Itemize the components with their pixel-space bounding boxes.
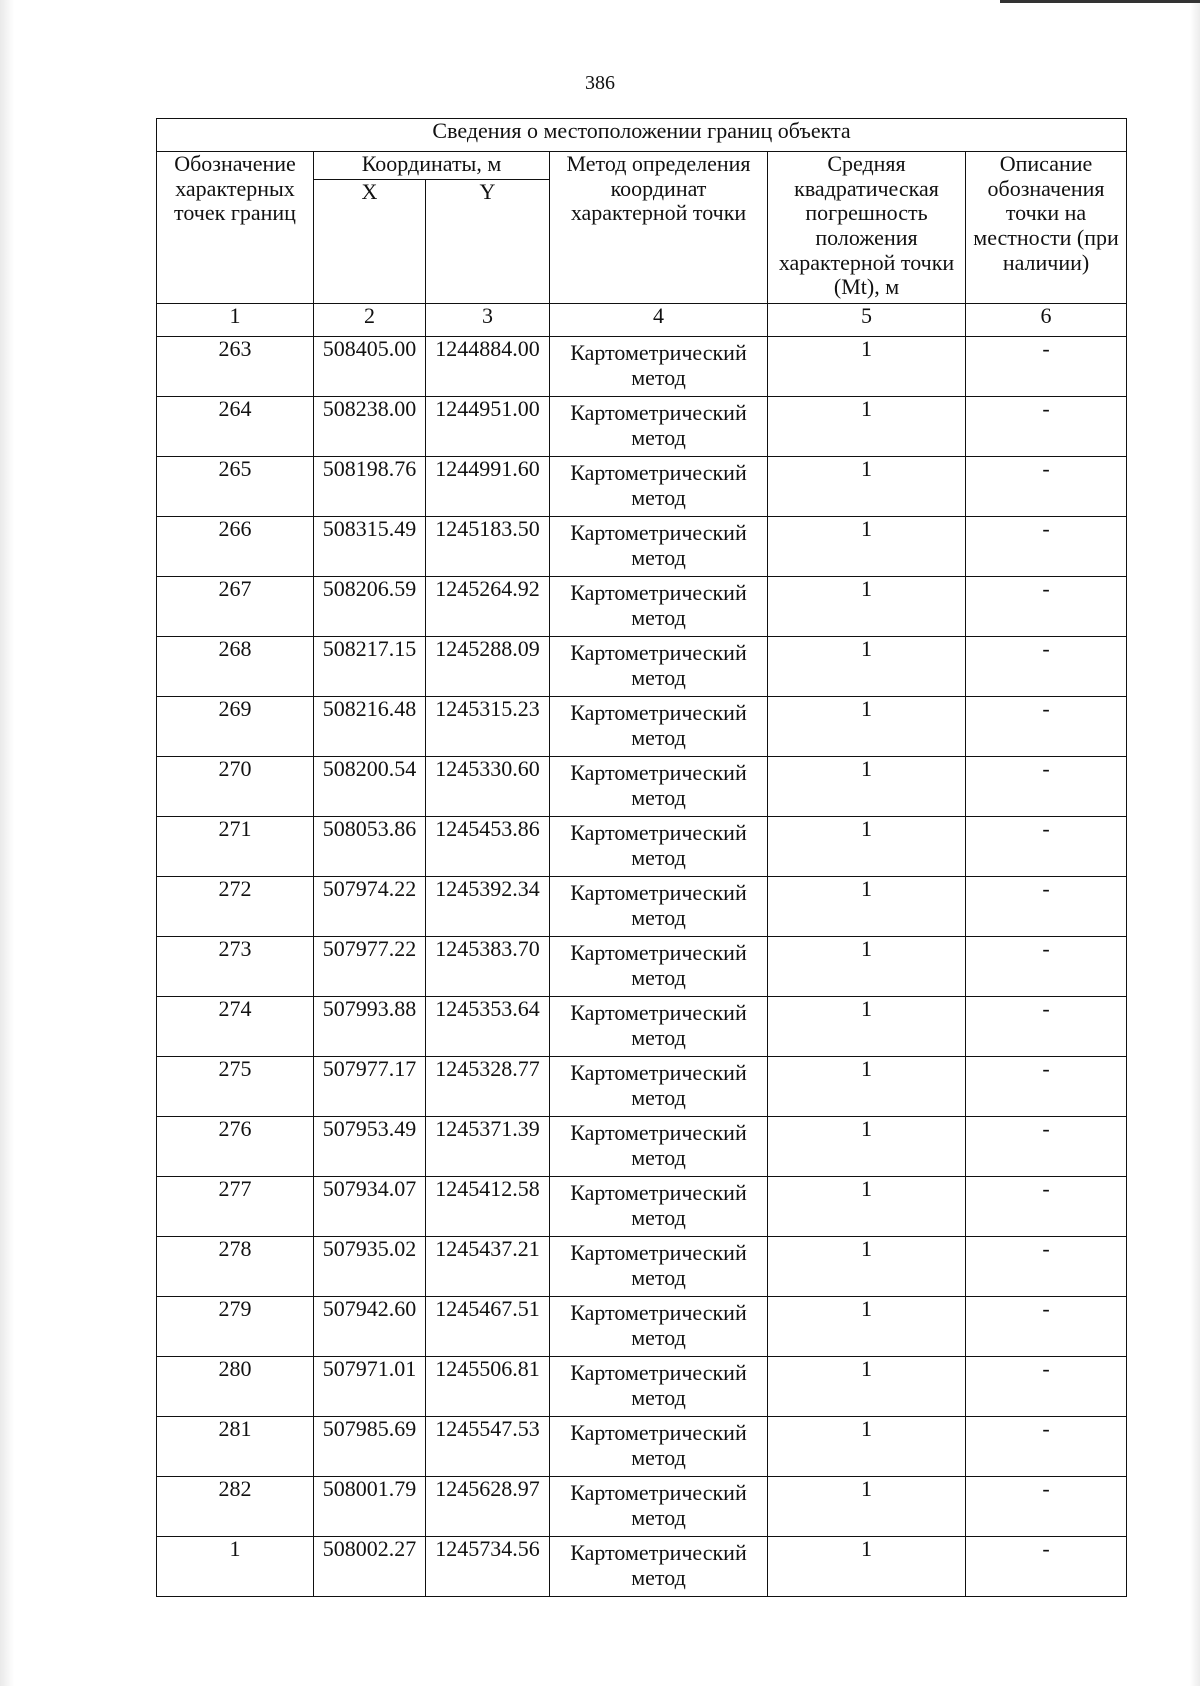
y-coordinate-cell: 1245288.09 (426, 637, 550, 697)
x-coordinate-cell: 508315.49 (314, 517, 426, 577)
description-cell: - (966, 1057, 1127, 1117)
x-coordinate-cell: 507977.17 (314, 1057, 426, 1117)
page-number: 386 (585, 72, 615, 94)
header-x: X (314, 180, 426, 304)
method-text-line2: метод (631, 1324, 686, 1350)
x-coordinate-cell: 508200.54 (314, 757, 426, 817)
mean-error-cell: 1 (768, 457, 966, 517)
mean-error-cell: 1 (768, 877, 966, 937)
description-cell: - (966, 1537, 1127, 1597)
mean-error-cell: 1 (768, 1057, 966, 1117)
point-id-cell: 269 (157, 697, 314, 757)
point-id-cell: 266 (157, 517, 314, 577)
table-title: Сведения о местоположении границ объекта (157, 119, 1127, 152)
method-text-line2: метод (631, 1504, 686, 1530)
mean-error-cell: 1 (768, 937, 966, 997)
method-text-line2: метод (631, 1444, 686, 1470)
method-cell (550, 1417, 768, 1477)
x-coordinate-cell: 507977.22 (314, 937, 426, 997)
method-text-line2: метод (631, 1384, 686, 1410)
method-cell (550, 1297, 768, 1357)
description-cell: - (966, 1417, 1127, 1477)
method-text-line2: метод (631, 604, 686, 630)
method-text-line2: метод (631, 844, 686, 870)
x-coordinate-cell: 508001.79 (314, 1477, 426, 1537)
description-cell: - (966, 1237, 1127, 1297)
y-coordinate-cell: 1245412.58 (426, 1177, 550, 1237)
y-coordinate-cell: 1244951.00 (426, 397, 550, 457)
scan-edge-top (1000, 0, 1200, 3)
method-text-line2: метод (631, 904, 686, 930)
method-text-line1: Картометрический (570, 1060, 747, 1085)
table-row (157, 577, 1127, 637)
x-coordinate-cell: 507935.02 (314, 1237, 426, 1297)
method-cell (550, 397, 768, 457)
description-cell: - (966, 337, 1127, 397)
y-coordinate-cell: 1245264.92 (426, 577, 550, 637)
table-row (157, 1477, 1127, 1537)
point-id-cell: 265 (157, 457, 314, 517)
method-text-line1: Картометрический (570, 700, 747, 725)
point-id-cell: 271 (157, 817, 314, 877)
point-id-cell: 280 (157, 1357, 314, 1417)
mean-error-cell: 1 (768, 1177, 966, 1237)
table-row (157, 817, 1127, 877)
method-cell (550, 637, 768, 697)
method-text-line2: метод (631, 964, 686, 990)
method-cell (550, 517, 768, 577)
y-coordinate-cell: 1245371.39 (426, 1117, 550, 1177)
method-text-line2: метод (631, 1144, 686, 1170)
mean-error-cell: 1 (768, 817, 966, 877)
method-cell (550, 457, 768, 517)
column-number: 4 (550, 304, 768, 337)
method-text-line1: Картометрический (570, 580, 747, 605)
table-row (157, 697, 1127, 757)
method-text-line2: метод (631, 1264, 686, 1290)
description-cell: - (966, 1177, 1127, 1237)
description-cell: - (966, 757, 1127, 817)
method-text-line1: Картометрический (570, 520, 747, 545)
description-cell: - (966, 817, 1127, 877)
point-id-cell: 267 (157, 577, 314, 637)
y-coordinate-cell: 1245628.97 (426, 1477, 550, 1537)
method-text-line2: метод (631, 1084, 686, 1110)
x-coordinate-cell: 507974.22 (314, 877, 426, 937)
point-id-cell: 279 (157, 1297, 314, 1357)
x-coordinate-cell: 508216.48 (314, 697, 426, 757)
x-coordinate-cell: 508002.27 (314, 1537, 426, 1597)
method-cell (550, 937, 768, 997)
header-method: Метод определения координат характерной точки (550, 152, 768, 304)
mean-error-cell: 1 (768, 577, 966, 637)
point-id-cell: 278 (157, 1237, 314, 1297)
y-coordinate-cell: 1245547.53 (426, 1417, 550, 1477)
description-cell: - (966, 457, 1127, 517)
y-coordinate-cell: 1244991.60 (426, 457, 550, 517)
method-cell (550, 1477, 768, 1537)
y-coordinate-cell: 1245467.51 (426, 1297, 550, 1357)
column-number: 1 (157, 304, 314, 337)
table-row (157, 1297, 1127, 1357)
y-coordinate-cell: 1245183.50 (426, 517, 550, 577)
method-text-line1: Картометрический (570, 880, 747, 905)
description-cell: - (966, 937, 1127, 997)
column-number: 5 (768, 304, 966, 337)
method-text-line1: Картометрический (570, 820, 747, 845)
description-cell: - (966, 637, 1127, 697)
method-cell (550, 1537, 768, 1597)
y-coordinate-cell: 1245315.23 (426, 697, 550, 757)
point-id-cell: 281 (157, 1417, 314, 1477)
method-cell (550, 1177, 768, 1237)
description-cell: - (966, 877, 1127, 937)
mean-error-cell: 1 (768, 697, 966, 757)
method-cell (550, 577, 768, 637)
table-row (157, 637, 1127, 697)
mean-error-cell: 1 (768, 337, 966, 397)
table-row (157, 1177, 1127, 1237)
y-coordinate-cell: 1245453.86 (426, 817, 550, 877)
method-cell (550, 757, 768, 817)
mean-error-cell: 1 (768, 517, 966, 577)
method-text-line2: метод (631, 724, 686, 750)
method-text-line1: Картометрический (570, 1480, 747, 1505)
x-coordinate-cell: 507971.01 (314, 1357, 426, 1417)
table-row (157, 517, 1127, 577)
table-row (157, 397, 1127, 457)
method-cell (550, 337, 768, 397)
header-y: Y (426, 180, 550, 304)
header-mean-error: Средняя квадратическая погрешность положения характерной точки (Mt), м (768, 152, 966, 304)
description-cell: - (966, 517, 1127, 577)
table-row (157, 1417, 1127, 1477)
method-text-line1: Картометрический (570, 640, 747, 665)
table-row (157, 937, 1127, 997)
description-cell: - (966, 1477, 1127, 1537)
x-coordinate-cell: 508217.15 (314, 637, 426, 697)
method-cell (550, 997, 768, 1057)
x-coordinate-cell: 508053.86 (314, 817, 426, 877)
method-text-line2: метод (631, 1024, 686, 1050)
mean-error-cell: 1 (768, 1537, 966, 1597)
boundary-coordinates-table (156, 118, 1127, 1597)
mean-error-cell: 1 (768, 637, 966, 697)
table-row (157, 337, 1127, 397)
table-row (157, 1117, 1127, 1177)
method-text-line2: метод (631, 784, 686, 810)
x-coordinate-cell: 507985.69 (314, 1417, 426, 1477)
x-coordinate-cell: 508198.76 (314, 457, 426, 517)
method-text-line1: Картометрический (570, 1240, 747, 1265)
table-row (157, 457, 1127, 517)
column-number-row (157, 304, 1127, 337)
description-cell: - (966, 697, 1127, 757)
description-cell: - (966, 997, 1127, 1057)
point-id-cell: 268 (157, 637, 314, 697)
x-coordinate-cell: 507934.07 (314, 1177, 426, 1237)
y-coordinate-cell: 1245330.60 (426, 757, 550, 817)
x-coordinate-cell: 507942.60 (314, 1297, 426, 1357)
x-coordinate-cell: 508206.59 (314, 577, 426, 637)
point-id-cell: 275 (157, 1057, 314, 1117)
point-id-cell: 264 (157, 397, 314, 457)
mean-error-cell: 1 (768, 1237, 966, 1297)
method-text-line1: Картометрический (570, 940, 747, 965)
column-number: 3 (426, 304, 550, 337)
point-id-cell: 282 (157, 1477, 314, 1537)
column-number: 2 (314, 304, 426, 337)
description-cell: - (966, 1357, 1127, 1417)
y-coordinate-cell: 1245328.77 (426, 1057, 550, 1117)
method-text-line1: Картометрический (570, 1000, 747, 1025)
method-cell (550, 817, 768, 877)
method-text-line1: Картометрический (570, 1420, 747, 1445)
description-cell: - (966, 397, 1127, 457)
point-id-cell: 273 (157, 937, 314, 997)
column-number: 6 (966, 304, 1127, 337)
method-text-line1: Картометрический (570, 1180, 747, 1205)
header-point-designation: Обозначение характерных точек границ (157, 152, 314, 304)
scan-edge-left (0, 0, 14, 1686)
description-cell: - (966, 1117, 1127, 1177)
point-id-cell: 263 (157, 337, 314, 397)
method-text-line2: метод (631, 1204, 686, 1230)
point-id-cell: 1 (157, 1537, 314, 1597)
x-coordinate-cell: 507993.88 (314, 997, 426, 1057)
mean-error-cell: 1 (768, 997, 966, 1057)
method-cell (550, 1357, 768, 1417)
method-text-line1: Картометрический (570, 1360, 747, 1385)
mean-error-cell: 1 (768, 1117, 966, 1177)
method-cell (550, 1237, 768, 1297)
scan-edge-right (1190, 0, 1200, 1686)
table-row (157, 1237, 1127, 1297)
table-row (157, 1357, 1127, 1417)
y-coordinate-cell: 1245734.56 (426, 1537, 550, 1597)
x-coordinate-cell: 507953.49 (314, 1117, 426, 1177)
method-text-line1: Картометрический (570, 760, 747, 785)
method-text-line1: Картометрический (570, 1540, 747, 1565)
mean-error-cell: 1 (768, 397, 966, 457)
header-coordinates: Координаты, м (314, 152, 550, 180)
method-text-line2: метод (631, 544, 686, 570)
method-cell (550, 697, 768, 757)
y-coordinate-cell: 1245353.64 (426, 997, 550, 1057)
method-text-line1: Картометрический (570, 460, 747, 485)
method-text-line1: Картометрический (570, 1120, 747, 1145)
method-text-line2: метод (631, 1564, 686, 1590)
header-description: Описание обозначения точки на местности (при наличии) (966, 152, 1127, 304)
method-cell (550, 877, 768, 937)
y-coordinate-cell: 1245383.70 (426, 937, 550, 997)
method-text-line1: Картометрический (570, 340, 747, 365)
mean-error-cell: 1 (768, 1417, 966, 1477)
method-text-line2: метод (631, 484, 686, 510)
point-id-cell: 274 (157, 997, 314, 1057)
table-row (157, 1537, 1127, 1597)
point-id-cell: 277 (157, 1177, 314, 1237)
table-row (157, 757, 1127, 817)
point-id-cell: 272 (157, 877, 314, 937)
table-row (157, 997, 1127, 1057)
point-id-cell: 270 (157, 757, 314, 817)
method-text-line1: Картометрический (570, 400, 747, 425)
method-text-line1: Картометрический (570, 1300, 747, 1325)
description-cell: - (966, 577, 1127, 637)
mean-error-cell: 1 (768, 1357, 966, 1417)
y-coordinate-cell: 1245506.81 (426, 1357, 550, 1417)
mean-error-cell: 1 (768, 1477, 966, 1537)
point-id-cell: 276 (157, 1117, 314, 1177)
method-cell (550, 1057, 768, 1117)
y-coordinate-cell: 1245437.21 (426, 1237, 550, 1297)
mean-error-cell: 1 (768, 1297, 966, 1357)
y-coordinate-cell: 1245392.34 (426, 877, 550, 937)
description-cell: - (966, 1297, 1127, 1357)
table-body (157, 337, 1127, 1597)
x-coordinate-cell: 508238.00 (314, 397, 426, 457)
method-cell (550, 1117, 768, 1177)
mean-error-cell: 1 (768, 757, 966, 817)
y-coordinate-cell: 1244884.00 (426, 337, 550, 397)
method-text-line2: метод (631, 664, 686, 690)
table-row (157, 877, 1127, 937)
x-coordinate-cell: 508405.00 (314, 337, 426, 397)
table-row (157, 1057, 1127, 1117)
method-text-line2: метод (631, 424, 686, 450)
method-text-line2: метод (631, 364, 686, 390)
